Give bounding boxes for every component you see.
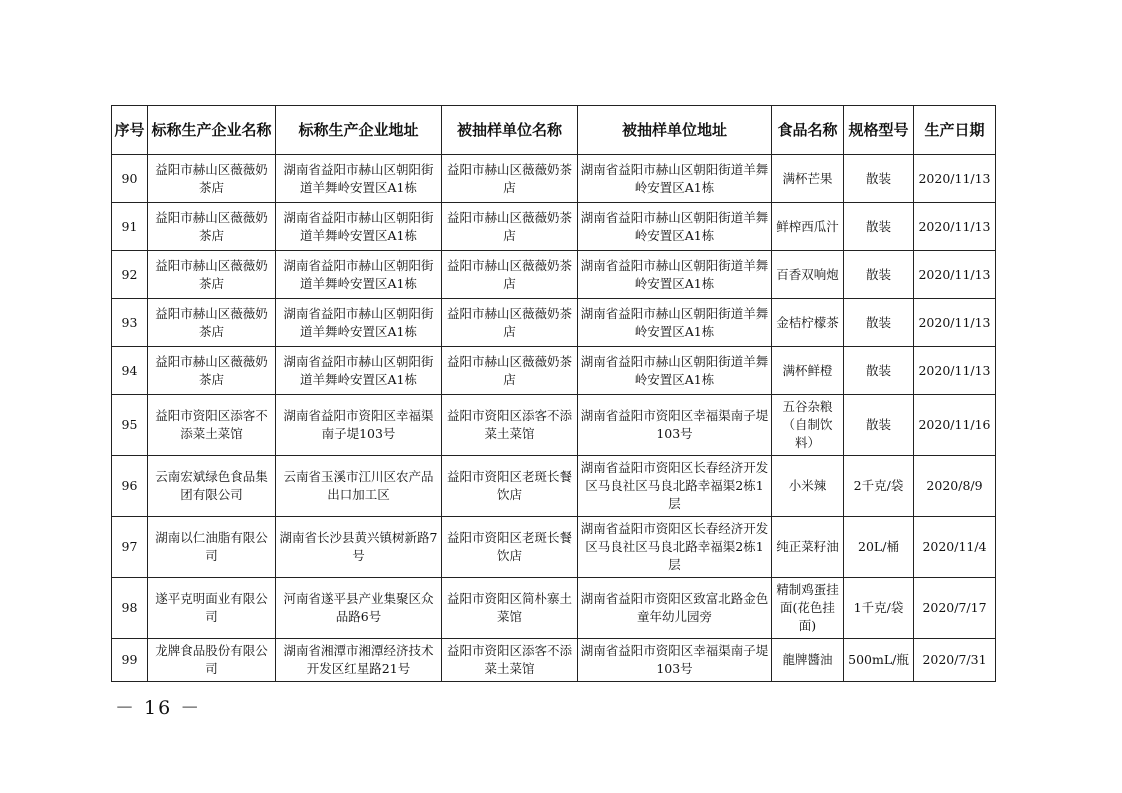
cell-production-date: 2020/11/16 [914, 395, 996, 456]
cell-serial: 95 [112, 395, 148, 456]
cell-production-date: 2020/11/13 [914, 203, 996, 251]
cell-serial: 92 [112, 251, 148, 299]
cell-serial: 90 [112, 155, 148, 203]
cell-serial: 98 [112, 578, 148, 639]
cell-manufacturer-name: 益阳市赫山区薇薇奶茶店 [148, 155, 276, 203]
cell-production-date: 2020/11/13 [914, 155, 996, 203]
cell-specification: 散装 [844, 395, 914, 456]
cell-manufacturer-name: 遂平克明面业有限公司 [148, 578, 276, 639]
cell-sampled-unit-address: 湖南省益阳市资阳区长春经济开发区马良社区马良北路幸福渠2栋1层 [578, 456, 772, 517]
cell-serial: 96 [112, 456, 148, 517]
table-row [112, 456, 996, 517]
cell-manufacturer-address: 湖南省益阳市赫山区朝阳街道羊舞岭安置区A1栋 [276, 347, 442, 395]
page-number: － 16 － [115, 697, 202, 719]
cell-production-date: 2020/11/13 [914, 299, 996, 347]
cell-production-date: 2020/11/13 [914, 251, 996, 299]
cell-manufacturer-name: 益阳市赫山区薇薇奶茶店 [148, 203, 276, 251]
header-cell-manufacturer-address: 标称生产企业地址 [276, 106, 442, 155]
cell-food-name: 小米辣 [772, 456, 844, 517]
cell-manufacturer-name: 益阳市资阳区添客不添菜土菜馆 [148, 395, 276, 456]
cell-specification: 散装 [844, 203, 914, 251]
cell-specification: 1千克/袋 [844, 578, 914, 639]
table-row [112, 517, 996, 578]
table-header-row [112, 106, 996, 155]
cell-food-name: 五谷杂粮（自制饮料） [772, 395, 844, 456]
cell-production-date: 2020/11/4 [914, 517, 996, 578]
results-table-container [111, 105, 996, 682]
cell-serial: 94 [112, 347, 148, 395]
cell-manufacturer-address: 云南省玉溪市江川区农产品出口加工区 [276, 456, 442, 517]
header-cell-serial: 序号 [112, 106, 148, 155]
cell-serial: 99 [112, 639, 148, 682]
cell-sampled-unit-name: 益阳市资阳区老斑长餐饮店 [442, 456, 578, 517]
cell-sampled-unit-address: 湖南省益阳市资阳区幸福渠南子堤103号 [578, 395, 772, 456]
cell-sampled-unit-address: 湖南省益阳市资阳区幸福渠南子堤103号 [578, 639, 772, 682]
cell-specification: 散装 [844, 155, 914, 203]
cell-sampled-unit-name: 益阳市赫山区薇薇奶茶店 [442, 203, 578, 251]
header-cell-sampled-unit-name: 被抽样单位名称 [442, 106, 578, 155]
cell-manufacturer-address: 湖南省益阳市赫山区朝阳街道羊舞岭安置区A1栋 [276, 203, 442, 251]
header-cell-manufacturer-name: 标称生产企业名称 [148, 106, 276, 155]
table-row [112, 299, 996, 347]
cell-food-name: 龍牌醬油 [772, 639, 844, 682]
cell-sampled-unit-name: 益阳市资阳区老斑长餐饮店 [442, 517, 578, 578]
cell-manufacturer-name: 云南宏斌绿色食品集团有限公司 [148, 456, 276, 517]
cell-sampled-unit-name: 益阳市资阳区添客不添菜土菜馆 [442, 639, 578, 682]
cell-specification: 散装 [844, 251, 914, 299]
table-row [112, 251, 996, 299]
cell-sampled-unit-name: 益阳市资阳区添客不添菜土菜馆 [442, 395, 578, 456]
cell-manufacturer-name: 益阳市赫山区薇薇奶茶店 [148, 299, 276, 347]
cell-manufacturer-address: 湖南省益阳市赫山区朝阳街道羊舞岭安置区A1栋 [276, 299, 442, 347]
cell-sampled-unit-address: 湖南省益阳市赫山区朝阳街道羊舞岭安置区A1栋 [578, 299, 772, 347]
table-row [112, 155, 996, 203]
cell-production-date: 2020/7/17 [914, 578, 996, 639]
table-row [112, 639, 996, 682]
cell-food-name: 满杯芒果 [772, 155, 844, 203]
header-cell-production-date: 生产日期 [914, 106, 996, 155]
cell-sampled-unit-address: 湖南省益阳市资阳区致富北路金色童年幼儿园旁 [578, 578, 772, 639]
cell-sampled-unit-address: 湖南省益阳市赫山区朝阳街道羊舞岭安置区A1栋 [578, 251, 772, 299]
cell-manufacturer-address: 湖南省益阳市资阳区幸福渠南子堤103号 [276, 395, 442, 456]
cell-serial: 91 [112, 203, 148, 251]
cell-specification: 散装 [844, 347, 914, 395]
cell-manufacturer-name: 益阳市赫山区薇薇奶茶店 [148, 347, 276, 395]
cell-specification: 2千克/袋 [844, 456, 914, 517]
cell-sampled-unit-address: 湖南省益阳市赫山区朝阳街道羊舞岭安置区A1栋 [578, 347, 772, 395]
cell-production-date: 2020/11/13 [914, 347, 996, 395]
cell-manufacturer-name: 湖南以仁油脂有限公司 [148, 517, 276, 578]
cell-sampled-unit-address: 湖南省益阳市赫山区朝阳街道羊舞岭安置区A1栋 [578, 155, 772, 203]
cell-manufacturer-address: 湖南省长沙县黄兴镇树新路7号 [276, 517, 442, 578]
cell-manufacturer-name: 龙牌食品股份有限公司 [148, 639, 276, 682]
cell-sampled-unit-address: 湖南省益阳市资阳区长春经济开发区马良社区马良北路幸福渠2栋1层 [578, 517, 772, 578]
cell-specification: 20L/桶 [844, 517, 914, 578]
cell-specification: 500mL/瓶 [844, 639, 914, 682]
cell-specification: 散装 [844, 299, 914, 347]
header-cell-sampled-unit-address: 被抽样单位地址 [578, 106, 772, 155]
table-row [112, 578, 996, 639]
cell-food-name: 金桔柠檬茶 [772, 299, 844, 347]
cell-sampled-unit-name: 益阳市赫山区薇薇奶茶店 [442, 347, 578, 395]
cell-manufacturer-address: 湖南省湘潭市湘潭经济技术开发区红星路21号 [276, 639, 442, 682]
cell-food-name: 精制鸡蛋挂面(花色挂面) [772, 578, 844, 639]
header-cell-food-name: 食品名称 [772, 106, 844, 155]
cell-sampled-unit-name: 益阳市赫山区薇薇奶茶店 [442, 251, 578, 299]
header-cell-specification: 规格型号 [844, 106, 914, 155]
cell-production-date: 2020/8/9 [914, 456, 996, 517]
cell-manufacturer-address: 河南省遂平县产业集聚区众品路6号 [276, 578, 442, 639]
cell-food-name: 纯正菜籽油 [772, 517, 844, 578]
results-table [111, 105, 996, 682]
cell-manufacturer-address: 湖南省益阳市赫山区朝阳街道羊舞岭安置区A1栋 [276, 251, 442, 299]
cell-serial: 93 [112, 299, 148, 347]
cell-manufacturer-address: 湖南省益阳市赫山区朝阳街道羊舞岭安置区A1栋 [276, 155, 442, 203]
cell-sampled-unit-name: 益阳市资阳区简朴寨土菜馆 [442, 578, 578, 639]
cell-sampled-unit-name: 益阳市赫山区薇薇奶茶店 [442, 155, 578, 203]
table-row [112, 203, 996, 251]
cell-food-name: 鲜榨西瓜汁 [772, 203, 844, 251]
cell-serial: 97 [112, 517, 148, 578]
cell-food-name: 满杯鲜橙 [772, 347, 844, 395]
cell-manufacturer-name: 益阳市赫山区薇薇奶茶店 [148, 251, 276, 299]
table-row [112, 395, 996, 456]
cell-production-date: 2020/7/31 [914, 639, 996, 682]
cell-sampled-unit-address: 湖南省益阳市赫山区朝阳街道羊舞岭安置区A1栋 [578, 203, 772, 251]
cell-food-name: 百香双响炮 [772, 251, 844, 299]
table-row [112, 347, 996, 395]
cell-sampled-unit-name: 益阳市赫山区薇薇奶茶店 [442, 299, 578, 347]
